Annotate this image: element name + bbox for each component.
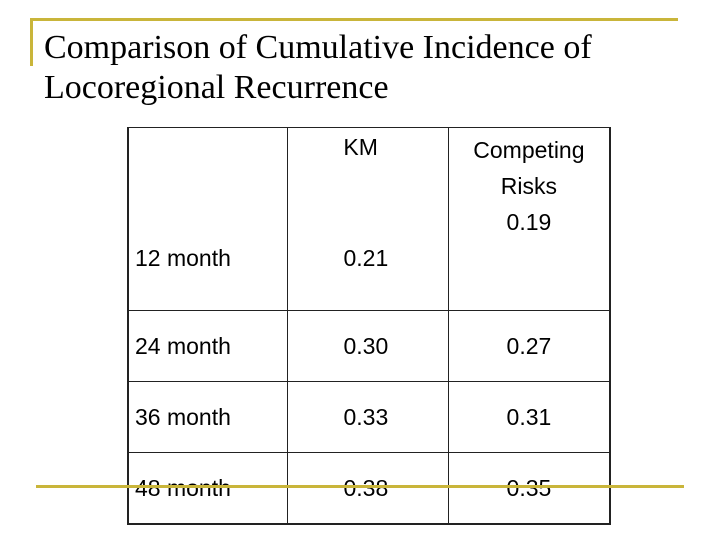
decorative-top-line [30,18,678,21]
row-label-cell [128,128,287,311]
table-row [128,453,610,525]
table-row [128,382,610,453]
km-value: 0.33 [287,382,448,453]
competing-risks-value [448,453,610,525]
decorative-left-line [30,18,33,66]
row-label: 12 month [135,245,231,271]
row-label: 24 month [128,311,287,382]
incidence-table [127,127,611,525]
row-label: 36 month [128,382,287,453]
competing-risks-value: 0.31 [448,382,610,453]
table-row-header-12-month [128,128,610,311]
decorative-bottom-line [36,485,684,488]
competing-risks-header-cell [448,128,610,311]
slide-title: Comparison of Cumulative Incidence of Locoregional Recurrence [44,29,592,106]
km-header: KM [343,134,378,160]
km-value: 0.30 [287,311,448,382]
km-value: 0.21 [343,245,389,271]
row-label [128,453,287,525]
km-header-cell [287,128,448,311]
table-row [128,311,610,382]
competing-risks-value: 0.19 [506,209,552,235]
km-value [287,453,448,525]
competing-risks-header: Competing Risks [473,137,585,199]
competing-risks-value: 0.27 [448,311,610,382]
